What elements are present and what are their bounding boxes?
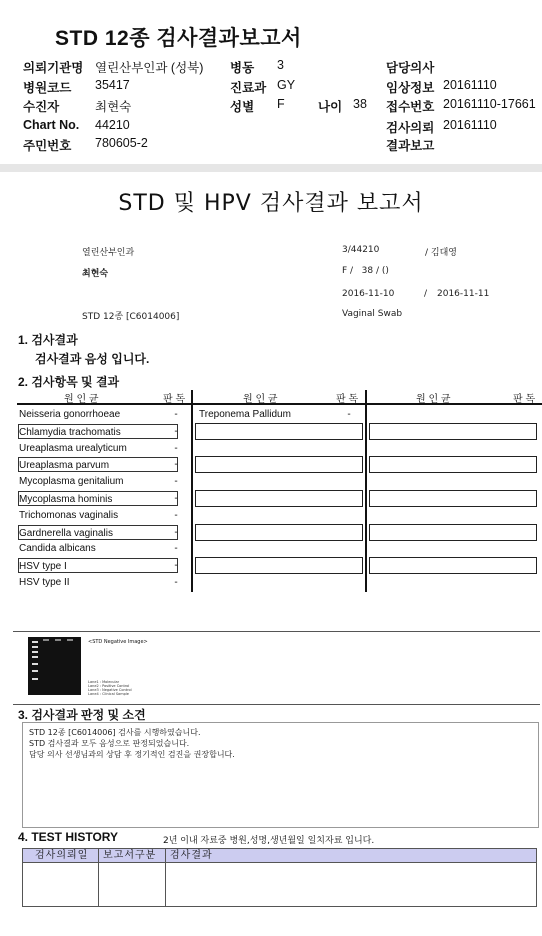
organism-result: - [174, 459, 178, 470]
value-age: 38 [353, 97, 367, 111]
empty-cell [195, 490, 363, 507]
empty-cell [369, 490, 537, 507]
gel-legend-line: Lane3 : Negative Control [88, 688, 132, 692]
report-specimen: Vaginal Swab [342, 309, 403, 319]
organism-name: Treponema Pallidum [199, 409, 291, 420]
label-physician: 담당의사 [386, 61, 435, 75]
col1-header-organism: 원 인 균 [64, 394, 99, 405]
organism-name: Candida albicans [19, 543, 96, 554]
organism-name: Neisseria gonorrhoeae [19, 409, 121, 420]
grid-divider [191, 390, 193, 592]
value-requesting-institution: 열린산부인과 (성북) [95, 61, 204, 75]
organism-result: - [174, 409, 178, 420]
report-date-to: 2016-11-11 [437, 289, 490, 299]
label-clinical-info: 임상정보 [386, 81, 435, 95]
report-header [0, 0, 542, 164]
label-ward: 병동 [230, 61, 255, 75]
section1-heading: 1. 검사결과 [18, 333, 78, 347]
empty-cell [195, 423, 363, 440]
empty-cell [369, 524, 537, 541]
grid-divider [365, 390, 367, 592]
value-patient: 최현숙 [95, 100, 132, 114]
label-test-request: 검사의뢰 [386, 121, 435, 135]
report-sheet[interactable] [0, 172, 542, 936]
organism-name: HSV type I [18, 558, 178, 573]
gel-electrophoresis-image [28, 637, 81, 695]
value-receipt-number: 20161110-17661 [443, 97, 536, 111]
history-column-divider [98, 849, 99, 906]
report-chart-number: 3/44210 [342, 245, 380, 255]
organism-name: Ureaplasma urealyticum [19, 443, 127, 454]
col2-header-organism: 원 인 균 [243, 394, 278, 405]
opinion-box [22, 722, 539, 828]
result-grid-header [17, 390, 542, 405]
value-department: GY [277, 78, 296, 92]
report-title: STD 및 HPV 검사결과 보고서 [118, 191, 424, 216]
organism-name: Chlamydia trachomatis [18, 424, 178, 439]
label-age: 나이 [318, 100, 343, 114]
report-patient: 최현숙 [82, 269, 109, 279]
col1-header-result: 판 독 [163, 394, 186, 405]
section4-heading: 4. TEST HISTORY [18, 830, 119, 844]
organism-result: - [174, 543, 178, 554]
empty-cell [369, 423, 537, 440]
organism-result: - [174, 527, 178, 538]
gel-caption: <STD Negative Image> [88, 639, 148, 645]
organism-name: Mycoplasma hominis [18, 491, 178, 506]
organism-name: Ureaplasma parvum [18, 457, 178, 472]
organism-name: Trichomonas vaginalis [19, 510, 119, 521]
page-title: STD 12종 검사결과보고서 [55, 27, 302, 50]
empty-cell [195, 524, 363, 541]
section1-summary: 검사결과 음성 입니다. [35, 352, 150, 366]
gel-legend-line: Lane4 : Clinical Sample [88, 692, 129, 696]
organism-result: - [347, 409, 351, 420]
value-clinical-info: 20161110 [443, 78, 497, 92]
value-sex: F [277, 97, 285, 111]
report-sex-age: F / 38 / () [342, 266, 389, 276]
organism-result: - [174, 577, 178, 588]
gel-image-panel [13, 631, 540, 705]
value-test-request: 20161110 [443, 118, 497, 132]
organism-result: - [174, 426, 178, 437]
organism-name: Gardnerella vaginalis [18, 525, 178, 540]
gel-legend-line: Lane1 : Molecular [88, 680, 120, 684]
organism-name: Mycoplasma genitalium [19, 476, 124, 487]
report-doctor: / 김대영 [425, 248, 457, 258]
result-grid [17, 390, 542, 592]
report-test-code: STD 12종 [C6014006] [82, 312, 180, 322]
history-table [22, 848, 537, 907]
history-col-request-date: 검사의뢰일 [35, 850, 89, 861]
history-note: 2년 이내 자료중 병원,성명,생년월일 일치자료 입니다. [163, 836, 375, 846]
history-column-divider [165, 849, 166, 906]
empty-cell [195, 557, 363, 574]
value-hospital-code: 35417 [95, 78, 130, 92]
organism-result: - [174, 493, 178, 504]
history-table-header [23, 849, 536, 863]
opinion-line: STD 검사결과 모두 음성으로 판정되었습니다. [29, 739, 190, 748]
label-chart-no: Chart No. [23, 118, 80, 132]
label-result-report: 결과보고 [386, 139, 435, 153]
report-hospital: 열린산부인과 [82, 248, 135, 258]
empty-cell [369, 557, 537, 574]
label-requesting-institution: 의뢰기관명 [23, 61, 84, 75]
value-resident-number: 780605-2 [95, 136, 148, 150]
report-date-from: 2016-11-10 [342, 289, 395, 299]
report-date-separator: / [424, 289, 428, 299]
value-chart-no: 44210 [95, 118, 130, 132]
organism-result: - [174, 476, 178, 487]
organism-result: - [174, 510, 178, 521]
col2-header-result: 판 독 [336, 394, 359, 405]
organism-result: - [174, 443, 178, 454]
section2-heading: 2. 검사항목 및 결과 [18, 375, 120, 389]
label-department: 진료과 [230, 81, 267, 95]
col3-header-result: 판 독 [513, 394, 536, 405]
label-sex: 성별 [230, 100, 255, 114]
label-resident-number: 주민번호 [23, 139, 72, 153]
history-col-report-type: 보고서구분 [103, 850, 157, 861]
label-receipt-number: 접수번호 [386, 100, 435, 114]
empty-cell [369, 456, 537, 473]
col3-header-organism: 원 인 균 [416, 394, 451, 405]
label-patient: 수진자 [23, 100, 60, 114]
empty-cell [195, 456, 363, 473]
organism-result: - [174, 560, 178, 571]
organism-name: HSV type II [19, 577, 70, 588]
opinion-line: STD 12종 [C6014006] 검사를 시행하였습니다. [29, 728, 201, 737]
opinion-line: 담당 의사 선생님과의 상담 후 정기적인 검진을 권장합니다. [29, 750, 235, 759]
history-col-test-result: 검사결과 [170, 850, 213, 861]
label-hospital-code: 병원코드 [23, 81, 72, 95]
gel-legend-line: Lane2 : Positive Control [88, 684, 130, 688]
section3-heading: 3. 검사결과 판정 및 소견 [18, 708, 146, 722]
value-ward: 3 [277, 58, 284, 72]
